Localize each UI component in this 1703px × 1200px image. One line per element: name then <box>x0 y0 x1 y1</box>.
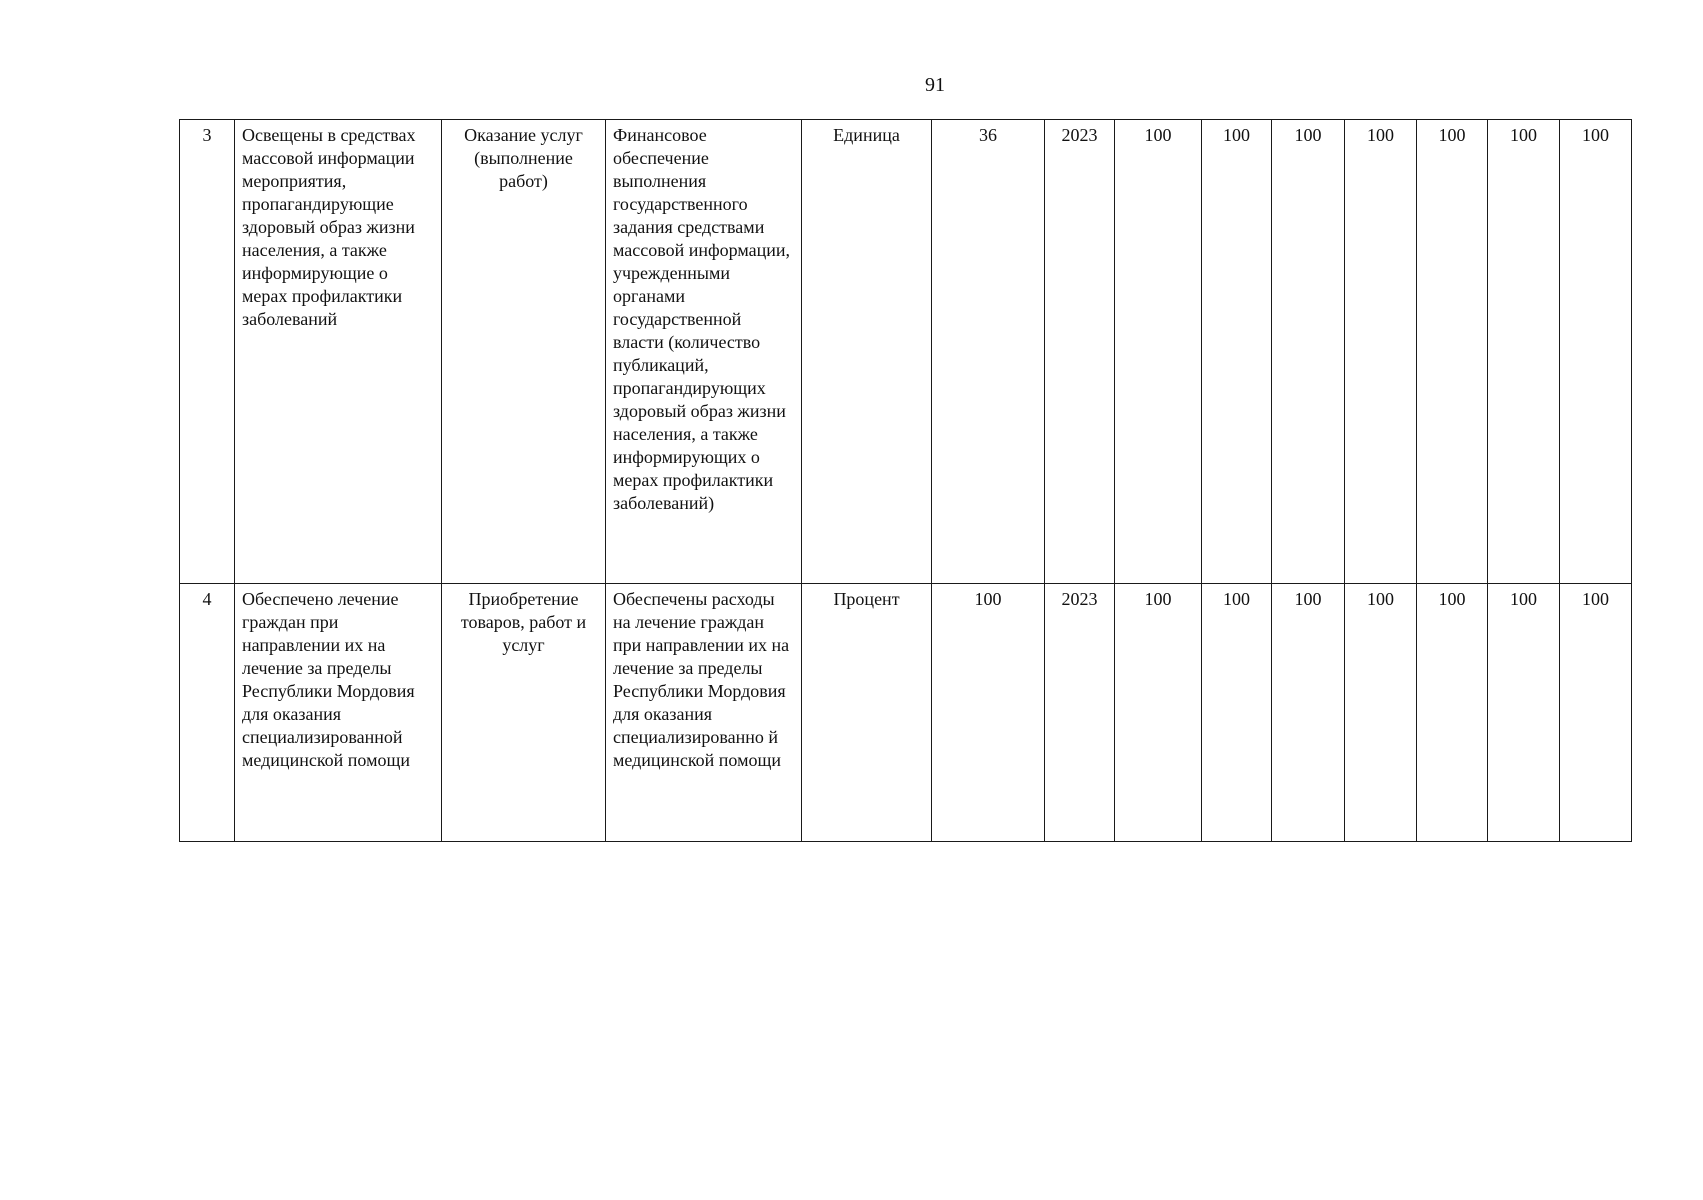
characteristic-cell: Финансовое обеспечение выполнения государственного задания средствами массовой информации, учрежденными органами государственной власти (количество публикаций, пропагандирующих здоровый образ жизни населения, а также информирующих о мерах профилактики заболеваний) <box>606 120 802 584</box>
value-cell: 100 <box>1560 584 1632 842</box>
base-value-cell: 100 <box>932 584 1045 842</box>
base-year-cell: 2023 <box>1045 120 1115 584</box>
result-cell: Обеспечено лечение граждан при направлении их на лечение за пределы Республики Мордовия для оказания специализированной медицинской помощи <box>235 584 442 842</box>
value-cell: 100 <box>1417 584 1488 842</box>
value-cell: 100 <box>1345 584 1417 842</box>
table-row <box>180 584 1632 842</box>
value-cell: 100 <box>1488 120 1560 584</box>
row-number: 4 <box>180 584 235 842</box>
value-cell: 100 <box>1560 120 1632 584</box>
value-cell: 100 <box>1272 584 1345 842</box>
value-cell: 100 <box>1202 584 1272 842</box>
value-cell: 100 <box>1345 120 1417 584</box>
value-cell: 100 <box>1115 120 1202 584</box>
row-number: 3 <box>180 120 235 584</box>
results-table <box>179 119 1632 842</box>
value-cell: 100 <box>1115 584 1202 842</box>
value-cell: 100 <box>1202 120 1272 584</box>
unit-cell: Процент <box>802 584 932 842</box>
result-cell: Освещены в средствах массовой информации мероприятия, пропагандирующие здоровый образ жизни населения, а также информирующие о мерах профилактики заболеваний <box>235 120 442 584</box>
base-value-cell: 36 <box>932 120 1045 584</box>
value-cell: 100 <box>1417 120 1488 584</box>
value-cell: 100 <box>1488 584 1560 842</box>
base-year-cell: 2023 <box>1045 584 1115 842</box>
table-row <box>180 120 1632 584</box>
unit-cell: Единица <box>802 120 932 584</box>
page-number: 91 <box>925 74 945 96</box>
type-cell: Оказание услуг (выполнение работ) <box>442 120 606 584</box>
type-cell: Приобретение товаров, работ и услуг <box>442 584 606 842</box>
value-cell: 100 <box>1272 120 1345 584</box>
characteristic-cell: Обеспечены расходы на лечение граждан при направлении их на лечение за пределы Республики Мордовия для оказания специализированно й медицинской помощи <box>606 584 802 842</box>
